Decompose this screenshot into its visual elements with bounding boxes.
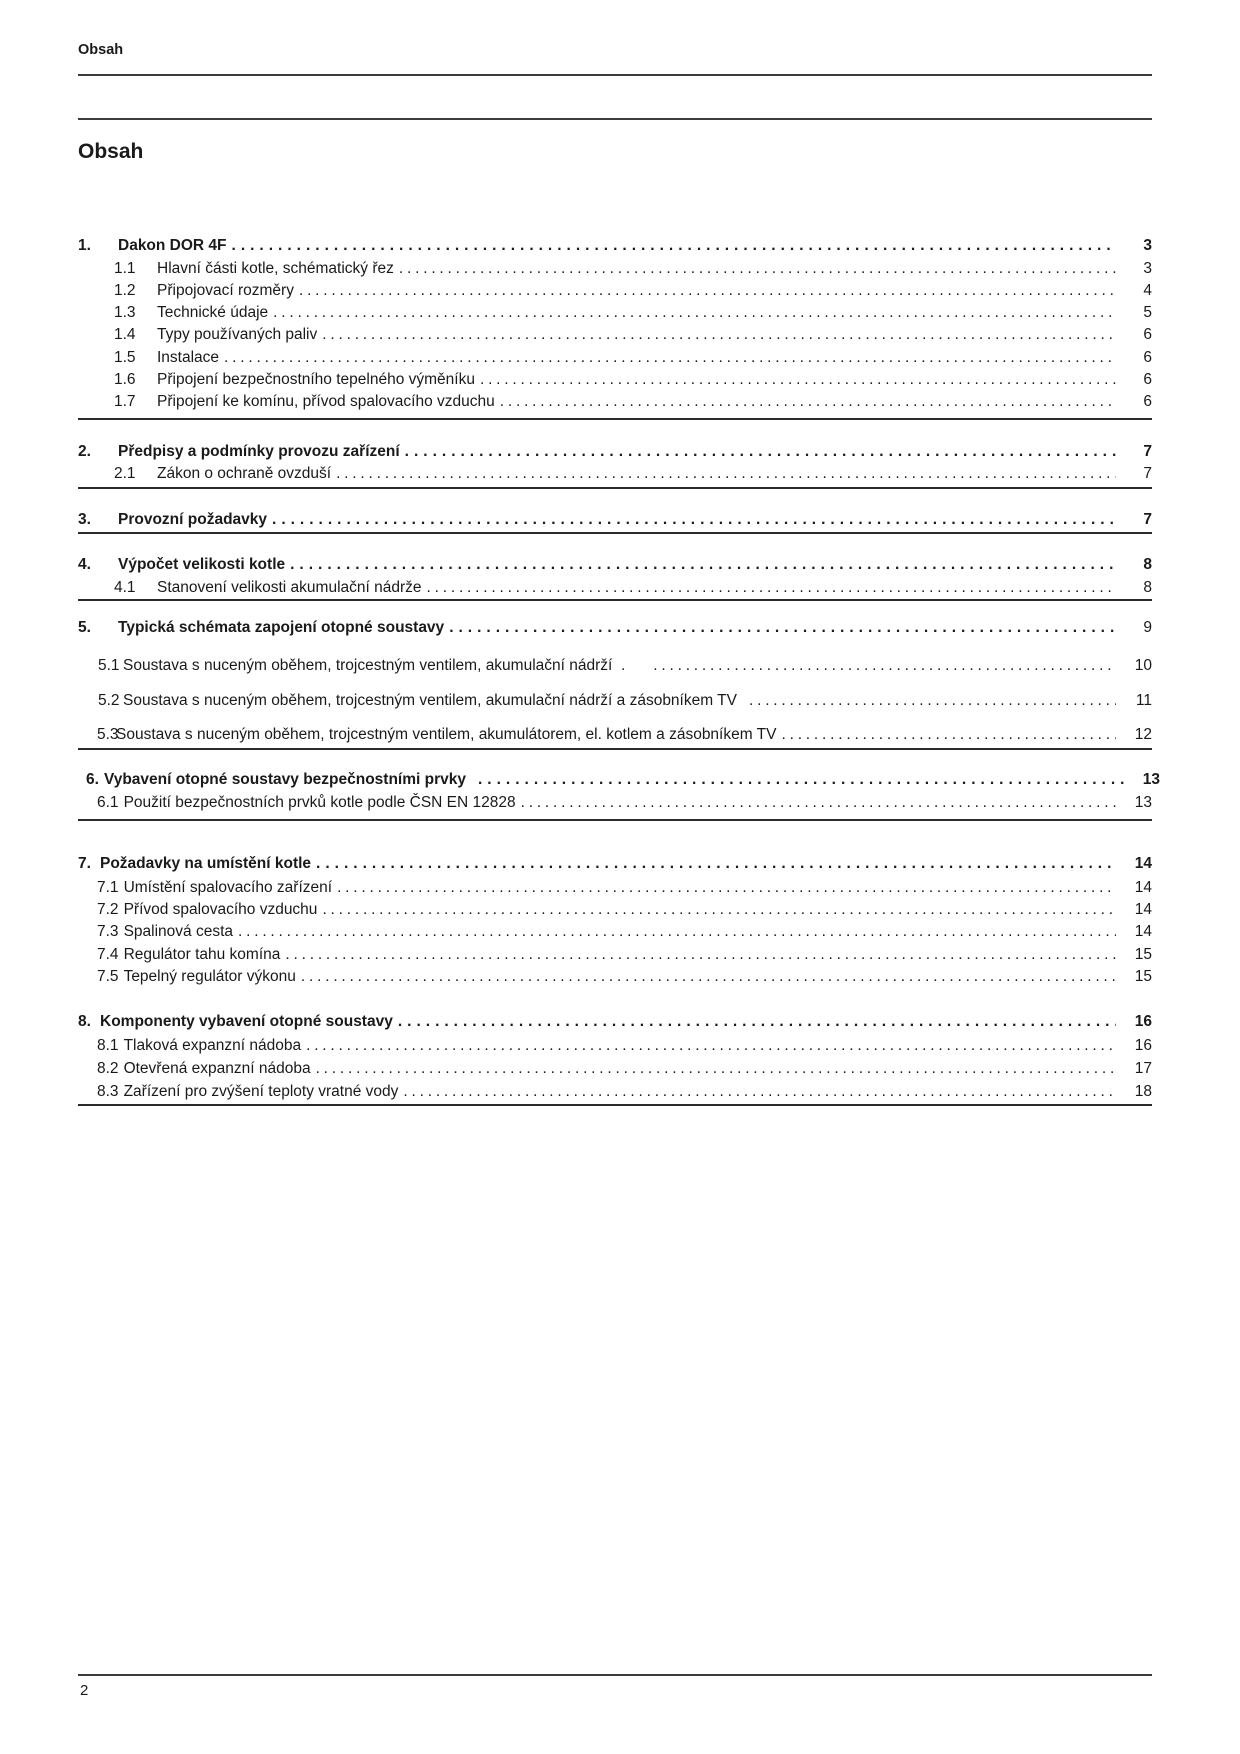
toc-entry-page: 11 [1135, 692, 1152, 709]
dot-leader [306, 1036, 1116, 1055]
toc-entry-number: 4.1 [114, 579, 136, 596]
toc-entry-number: 7.4 [97, 946, 119, 963]
dot-leader [316, 854, 1116, 873]
header-rule-top [78, 74, 1152, 76]
toc-row [78, 656, 1152, 675]
toc-entry-page: 15 [1134, 946, 1152, 963]
toc-entry-number: 7.2 [97, 901, 119, 918]
toc-entry-number: 1.3 [114, 304, 136, 321]
footer-rule [78, 1674, 1152, 1676]
toc-section-row [78, 555, 1152, 574]
toc-row [78, 725, 1152, 744]
toc-section-row [78, 854, 1152, 873]
toc-entry-number: 1.5 [114, 349, 136, 366]
toc-entry-page: 4 [1143, 282, 1152, 299]
toc-entry-number: 4. [78, 556, 91, 573]
toc-entry-title: Instalace [157, 349, 220, 366]
toc-entry-title: Dakon DOR 4F [118, 237, 227, 254]
dot-leader [299, 281, 1116, 300]
toc-entry-page: 6 [1143, 393, 1152, 410]
dot-leader [301, 967, 1116, 986]
toc-entry-title: Přívod spalovacího vzduchu [123, 901, 318, 918]
toc-entry-number: 7.1 [97, 879, 119, 896]
toc-entry-title: Umístění spalovacího zařízení [123, 879, 333, 896]
toc-section-row [78, 510, 1152, 529]
section-divider [78, 532, 1152, 534]
dot-leader [781, 725, 1116, 744]
section-divider [78, 819, 1152, 821]
dot-leader [480, 370, 1116, 389]
toc-entry-title: Zákon o ochraně ovzduší [157, 465, 332, 482]
toc-entry-title: Spalinová cesta [123, 923, 233, 940]
toc-entry-number: 6. [86, 771, 99, 788]
dot-leader [273, 303, 1116, 322]
toc-entry-number: 8.1 [97, 1037, 119, 1054]
toc-entry-page: 18 [1134, 1083, 1152, 1100]
dot-leader [403, 1082, 1116, 1101]
toc-entry-title: Hlavní části kotle, schématický řez [157, 260, 394, 277]
toc-row [78, 281, 1152, 300]
toc-entry-title: Typy používaných paliv [157, 326, 318, 343]
toc-entry-title: Vybavení otopné soustavy bezpečnostními prvky [103, 771, 466, 788]
toc-entry-page: 13 [1134, 794, 1152, 811]
toc-entry-number: 8.3 [97, 1083, 119, 1100]
toc-entry-number: 7.3 [97, 923, 119, 940]
dot-leader [238, 922, 1116, 941]
section-divider [78, 487, 1152, 489]
toc-entry-number: 5.2 [98, 692, 120, 709]
toc-entry-page: 9 [1143, 619, 1152, 636]
toc-entry-page: 7 [1143, 465, 1152, 482]
section-divider [78, 748, 1152, 750]
toc-row [78, 259, 1152, 278]
toc-entry-title: Výpočet velikosti kotle [118, 556, 286, 573]
dot-leader [322, 900, 1116, 919]
toc-entry-page: 14 [1134, 879, 1152, 896]
toc-entry-title: Stanovení velikosti akumulační nádrže [157, 579, 422, 596]
dot-leader [521, 793, 1116, 812]
toc-entry-number: 7. [78, 855, 91, 872]
toc-entry-page: 10 [1134, 657, 1152, 674]
dot-leader [272, 510, 1116, 529]
toc-entry-page: 3 [1143, 237, 1152, 254]
dot-leader [653, 656, 1116, 675]
toc-entry-title: Provozní požadavky [118, 511, 268, 528]
toc-entry-title: Typická schémata zapojení otopné soustavy [118, 619, 445, 636]
dot-leader [405, 442, 1116, 461]
toc-entry-title: Připojení ke komínu, přívod spalovacího vzduchu [157, 393, 495, 410]
section-divider [78, 1104, 1152, 1106]
toc-entry-number: 1.1 [114, 260, 136, 277]
toc-row [78, 303, 1152, 322]
toc-entry-number: 6.1 [97, 794, 119, 811]
toc-entry-title: Otevřená expanzní nádoba [123, 1060, 311, 1077]
toc-row [78, 578, 1152, 597]
toc-entry-title: Připojovací rozměry [157, 282, 294, 299]
dot-leader [427, 578, 1116, 597]
toc-section-row [78, 618, 1152, 637]
toc-entry-page: 17 [1134, 1060, 1152, 1077]
footer-page-number: 2 [80, 1682, 89, 1699]
toc-entry-page: 7 [1143, 443, 1152, 460]
toc-entry-title: Požadavky na umístění kotle [100, 855, 312, 872]
dot-leader [285, 945, 1116, 964]
toc-row [78, 325, 1152, 344]
toc-entry-number: 3. [78, 511, 91, 528]
toc-entry-number: 8. [78, 1013, 91, 1030]
toc-entry-title: Komponenty vybavení otopné soustavy [100, 1013, 393, 1030]
toc-entry-title: Tepelný regulátor výkonu [123, 968, 296, 985]
toc-row [78, 464, 1152, 483]
toc-row [78, 1059, 1152, 1078]
dot-leader [749, 691, 1116, 710]
toc-entry-number: 1.4 [114, 326, 136, 343]
toc-row [78, 967, 1152, 986]
toc-entry-number: 1.2 [114, 282, 136, 299]
dot-leader [336, 464, 1116, 483]
toc-row [78, 945, 1152, 964]
toc-row [78, 1036, 1152, 1055]
toc-row [78, 900, 1152, 919]
toc-entry-page: 13 [1142, 771, 1160, 788]
dot-leader [500, 392, 1116, 411]
dot-leader [399, 259, 1116, 278]
dot-leader [290, 555, 1116, 574]
header-rule-bottom [78, 118, 1152, 120]
toc-entry-page: 3 [1143, 260, 1152, 277]
toc-entry-page: 6 [1143, 371, 1152, 388]
toc-row [78, 370, 1152, 389]
toc-section-row [78, 770, 1160, 789]
toc-entry-page: 16 [1134, 1037, 1152, 1054]
toc-entry-page: 12 [1134, 726, 1152, 743]
toc-entry-page: 8 [1143, 556, 1152, 573]
toc-row [78, 922, 1152, 941]
toc-entry-page: 14 [1134, 923, 1152, 940]
toc-entry-page: 16 [1134, 1013, 1152, 1030]
toc-entry-number: 2.1 [114, 465, 136, 482]
toc-entry-page: 14 [1134, 901, 1152, 918]
toc-entry-number: 5. [78, 619, 91, 636]
section-divider [78, 599, 1152, 601]
toc-row [78, 348, 1152, 367]
page-title: Obsah [78, 140, 144, 163]
toc-entry-number: 5.1 [98, 657, 120, 674]
toc-entry-number: 2. [78, 443, 91, 460]
running-header-label: Obsah [78, 42, 124, 58]
toc-entry-number: 7.5 [97, 968, 119, 985]
toc-entry-number: 8.2 [97, 1060, 119, 1077]
toc-row [78, 1082, 1152, 1101]
dot-leader [337, 878, 1116, 897]
toc-entry-title: Předpisy a podmínky provozu zařízení [118, 443, 400, 460]
toc-entry-title: Regulátor tahu komína [123, 946, 281, 963]
toc-row [78, 878, 1152, 897]
section-divider [78, 418, 1152, 420]
toc-entry-page: 5 [1143, 304, 1152, 321]
dot-leader [322, 325, 1116, 344]
dot-leader [224, 348, 1116, 367]
toc-entry-title: Technické údaje [157, 304, 269, 321]
toc-section-row [78, 442, 1152, 461]
toc-entry-page: 6 [1143, 326, 1152, 343]
toc-entry-page: 6 [1143, 349, 1152, 366]
toc-entry-number: 1. [78, 237, 91, 254]
dot-leader [478, 770, 1124, 789]
toc-entry-number: 1.7 [114, 393, 136, 410]
toc-entry-title: Použití bezpečnostních prvků kotle podle ČSN EN 12828 [123, 794, 516, 811]
toc-entry-title: Tlaková expanzní nádoba [123, 1037, 302, 1054]
toc-entry-title: Soustava s nuceným oběhem, trojcestným ventilem, akumulační nádrží a zásobníkem TV [123, 692, 737, 709]
toc-section-row [78, 236, 1152, 255]
toc-entry-number: 5.3 [97, 726, 119, 743]
toc-entry-number: 1.6 [114, 371, 136, 388]
toc-row [78, 392, 1152, 411]
dot-leader [398, 1012, 1116, 1031]
dot-leader [449, 618, 1116, 637]
toc-entry-page: 15 [1134, 968, 1152, 985]
toc-row [78, 691, 1152, 710]
dot-leader [316, 1059, 1116, 1078]
toc-entry-title: Soustava s nuceným oběhem, trojcestným ventilem, akumulátorem, el. kotlem a zásobníkem TV [116, 726, 777, 743]
toc-entry-page: 7 [1143, 511, 1152, 528]
dot-leader [232, 236, 1116, 255]
toc-entry-page: 14 [1134, 855, 1152, 872]
toc-entry-title: Připojení bezpečnostního tepelného výměníku [157, 371, 475, 388]
toc-row [78, 793, 1152, 812]
toc-entry-title: Zařízení pro zvýšení teploty vratné vody [123, 1083, 399, 1100]
toc-section-row [78, 1012, 1152, 1031]
toc-entry-page: 8 [1143, 579, 1152, 596]
toc-entry-title: Soustava s nuceným oběhem, trojcestným ventilem, akumulační nádrží . [123, 657, 626, 674]
